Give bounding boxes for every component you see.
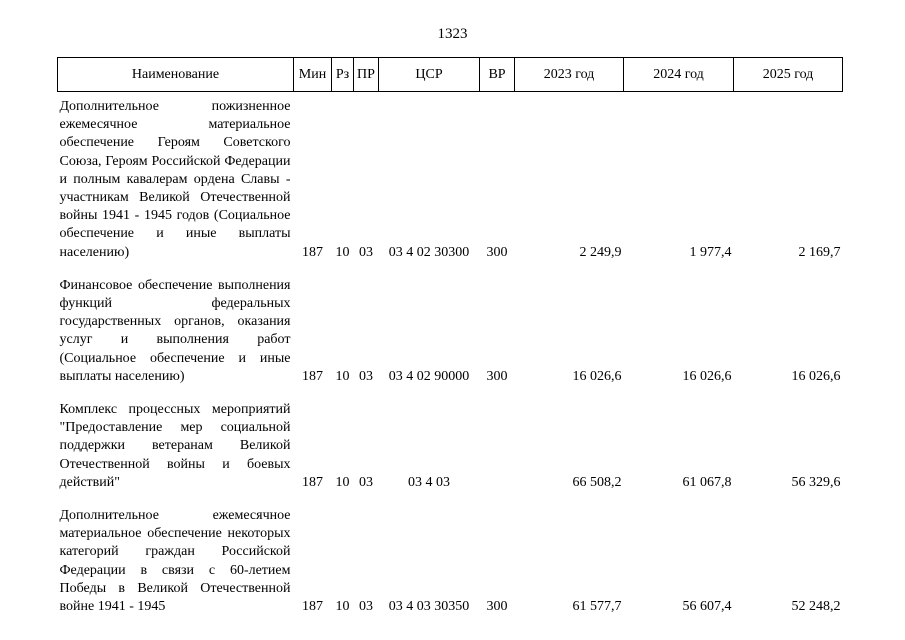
header-2024: 2024 год (624, 58, 734, 92)
row-min: 187 (302, 368, 323, 384)
header-2025: 2025 год (734, 58, 843, 92)
row-vr (480, 401, 515, 492)
row-vr: 300 (486, 244, 508, 260)
row-name: Дополнительное ежемесячное материальное обеспечение некоторых категорий граждан Российской Федерации в связи с 60-летием Победы в Великой Отечественной войне 1941 - 1945 (59, 508, 291, 615)
row-csr: 03 4 03 30350 (388, 599, 470, 615)
row-name: Комплекс процессных мероприятий "Предоставление мер социальной поддержки ветеранам Великой Отечественной войны и боевых действий" (59, 402, 291, 490)
header-csr: ЦСР (379, 58, 480, 92)
row-pr: 03 (359, 474, 373, 490)
row-pr: 03 (359, 244, 373, 260)
row-rz: 10 (335, 474, 350, 490)
row-2024: 56 607,4 (682, 599, 732, 615)
row-2025: 56 329,6 (791, 474, 841, 490)
row-csr: 03 4 03 (408, 474, 450, 490)
row-vr: 300 (486, 368, 508, 384)
row-rz: 10 (335, 368, 350, 384)
table-row (58, 507, 843, 616)
row-name: Дополнительное пожизненное ежемесячное материальное обеспечение Героям Советского Союза, Героям Российской Федерации и полным кавалерам ордена Славы - участникам Великой Отечественной войны 1941 - 1945 годов (Социальное обеспечение и иные выплаты населению) (59, 99, 291, 260)
row-rz: 10 (335, 244, 350, 260)
row-min: 187 (302, 244, 323, 260)
table-row (58, 98, 843, 262)
row-2023: 61 577,7 (572, 599, 622, 615)
row-name: Финансовое обеспечение выполнения функций федеральных государственных органов, оказания услуг и выполнения работ (Социальное обеспечение и иные выплаты населению) (59, 277, 291, 384)
row-2024: 1 977,4 (689, 244, 732, 260)
header-pr: ПР (354, 58, 379, 92)
header-row (58, 58, 843, 92)
row-2025: 52 248,2 (791, 599, 841, 615)
header-name: Наименование (58, 58, 294, 92)
row-vr: 300 (486, 599, 508, 615)
row-csr: 03 4 02 30300 (388, 244, 470, 260)
row-2025: 16 026,6 (791, 368, 841, 384)
budget-table (57, 57, 843, 616)
table-row (58, 277, 843, 386)
row-pr: 03 (359, 368, 373, 384)
header-min: Мин (294, 58, 332, 92)
row-2023: 2 249,9 (579, 244, 622, 260)
row-min: 187 (302, 599, 323, 615)
header-2023: 2023 год (515, 58, 624, 92)
row-2023: 16 026,6 (572, 368, 622, 384)
row-pr: 03 (359, 599, 373, 615)
row-min: 187 (302, 474, 323, 490)
row-csr: 03 4 02 90000 (388, 368, 470, 384)
row-rz: 10 (335, 599, 350, 615)
row-2025: 2 169,7 (798, 244, 841, 260)
header-vr: ВР (480, 58, 515, 92)
page-number: 1323 (437, 26, 468, 42)
header-rz: Рз (332, 58, 354, 92)
table-row (58, 401, 843, 492)
row-2024: 61 067,8 (682, 474, 732, 490)
row-2024: 16 026,6 (682, 368, 732, 384)
row-2023: 66 508,2 (572, 474, 622, 490)
